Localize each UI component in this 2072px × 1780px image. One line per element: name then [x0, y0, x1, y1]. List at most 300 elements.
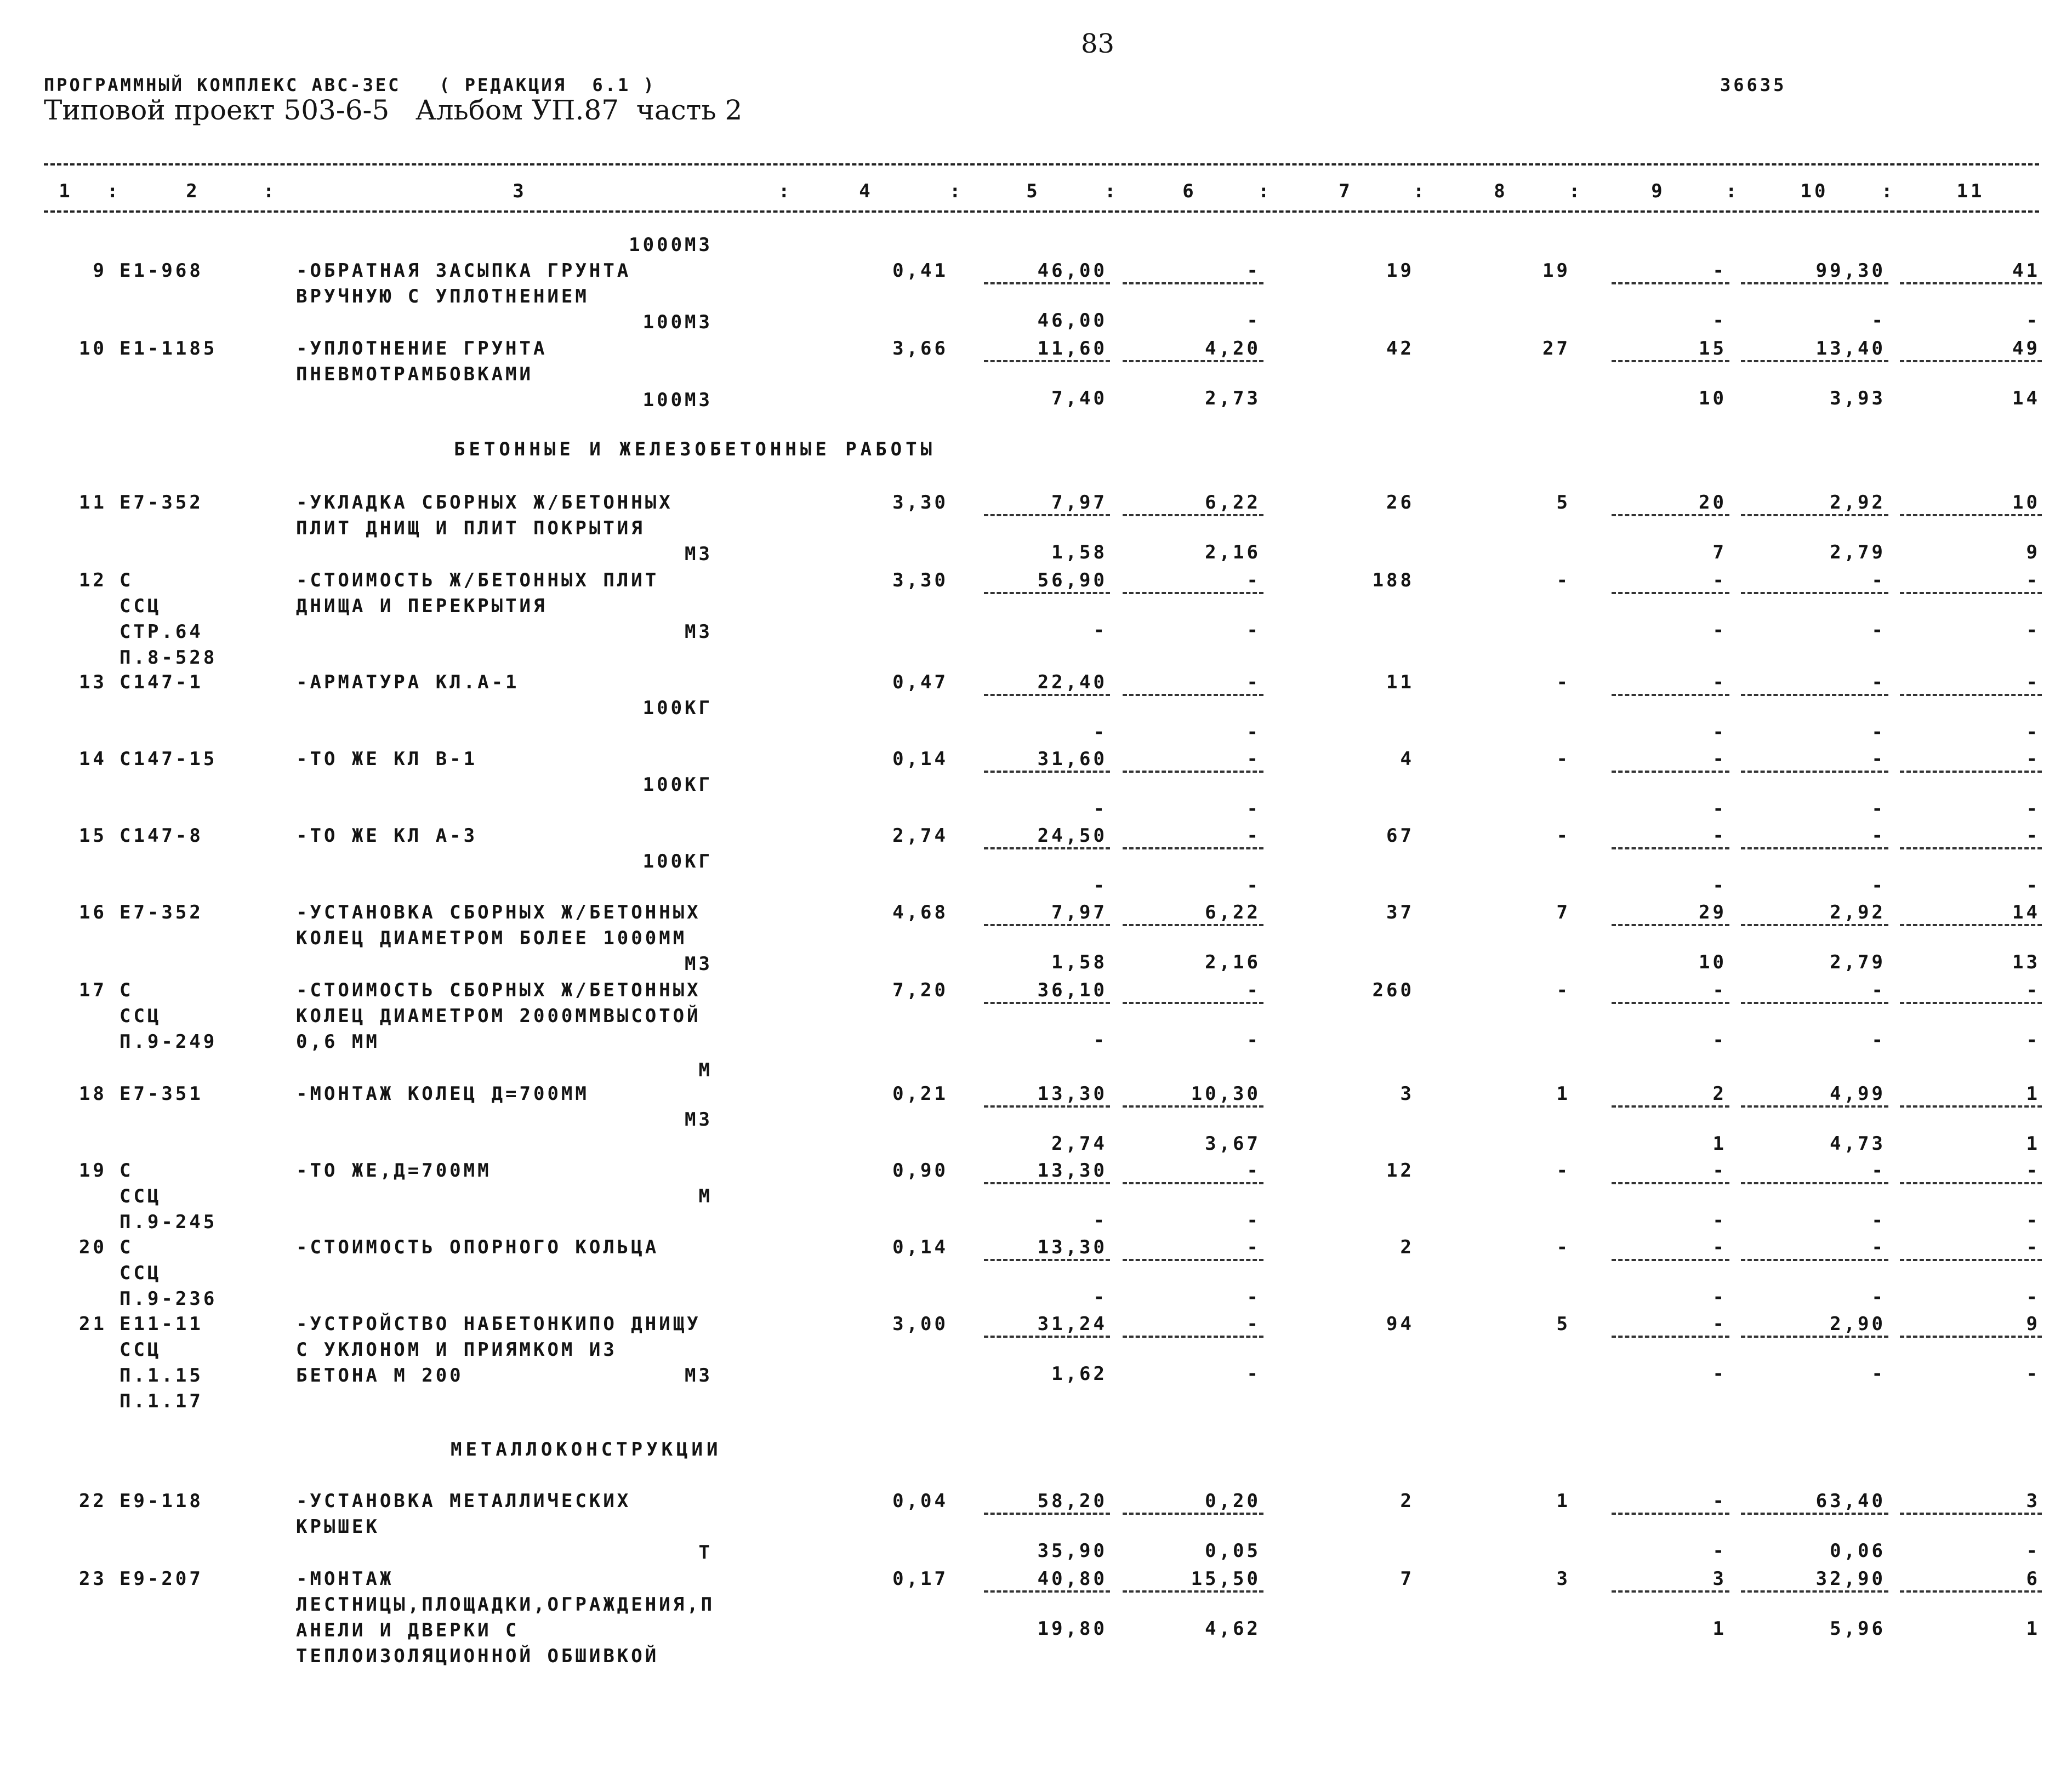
- machines-wages-total: -: [1712, 721, 1727, 743]
- machines-wages-total: 7: [1712, 541, 1727, 563]
- machines-wages-per-unit: -: [1246, 875, 1261, 897]
- cell-divider: [1612, 1336, 1729, 1338]
- work-description: -ТО ЖЕ КЛ А-3: [296, 825, 478, 847]
- wages-total: 27: [1542, 338, 1570, 360]
- quantity: 0,21: [892, 1083, 948, 1105]
- machinist-labor-total: 9: [2026, 541, 2040, 563]
- row-number: 16: [79, 902, 107, 923]
- work-description: -ТО ЖЕ,Д=700ММ: [296, 1160, 492, 1182]
- labor-cost: 2,92: [1830, 492, 1886, 514]
- machinist-labor-cost: -: [1871, 619, 1886, 641]
- wages-per-unit: -: [1093, 619, 1107, 641]
- cell-divider: [1900, 1513, 2042, 1515]
- machines-total: 3: [1712, 1568, 1727, 1590]
- norm-code: Е1-1185: [119, 338, 218, 360]
- section-title: БЕТОННЫЕ И ЖЕЛЕЗОБЕТОННЫЕ РАБОТЫ: [454, 438, 936, 460]
- total-cost: 42: [1386, 338, 1414, 360]
- wages-per-unit: 35,90: [1037, 1540, 1107, 1562]
- cell-divider: [984, 1513, 1110, 1515]
- norm-code: Е7-351: [119, 1083, 203, 1105]
- document-number: 36635: [1720, 75, 1787, 95]
- unit-of-measure: М: [698, 1059, 713, 1081]
- work-description: -ОБРАТНАЯ ЗАСЫПКА ГРУНТА: [296, 260, 631, 282]
- wages-per-unit: -: [1093, 798, 1107, 820]
- work-description: С УКЛОНОМ И ПРИЯМКОМ ИЗ: [296, 1339, 617, 1361]
- machinist-labor-cost: -: [1871, 1363, 1886, 1385]
- cell-divider: [1612, 1002, 1729, 1004]
- cell-divider: [1900, 1336, 2042, 1338]
- machinist-labor-total: 13: [2012, 951, 2040, 973]
- work-description: -СТОИМОСТЬ СБОРНЫХ Ж/БЕТОННЫХ: [296, 979, 701, 1001]
- machinist-labor-total: 1: [2026, 1133, 2040, 1155]
- cell-divider: [1741, 360, 1888, 362]
- labor-total: 41: [2012, 260, 2040, 282]
- cell-divider: [1123, 360, 1263, 362]
- machines-wages-per-unit: -: [1246, 310, 1261, 332]
- machines-wages-total: -: [1712, 1029, 1727, 1051]
- machines-total: -: [1712, 825, 1727, 847]
- labor-total: 1: [2026, 1083, 2040, 1105]
- labor-total: 14: [2012, 902, 2040, 923]
- norm-code: С: [119, 1160, 134, 1182]
- cell-divider: [1123, 282, 1263, 284]
- cell-divider: [1741, 282, 1888, 284]
- cell-divider: [1741, 1259, 1888, 1261]
- unit-cost-machines: -: [1246, 1160, 1261, 1182]
- work-description: -УСТАНОВКА МЕТАЛЛИЧЕСКИХ: [296, 1490, 631, 1512]
- cell-divider: [984, 592, 1110, 594]
- machines-wages-total: -: [1712, 1540, 1727, 1562]
- row-number: 15: [79, 825, 107, 847]
- column-number: 8: [1494, 180, 1508, 202]
- labor-cost: -: [1871, 569, 1886, 591]
- machines-wages-total: 1: [1712, 1133, 1727, 1155]
- quantity: 0,17: [892, 1568, 948, 1590]
- quantity: 3,30: [892, 492, 948, 514]
- machinist-labor-cost: 0,06: [1830, 1540, 1886, 1562]
- cell-divider: [1123, 514, 1263, 516]
- machinist-labor-total: -: [2026, 1029, 2040, 1051]
- machinist-labor-total: -: [2026, 1210, 2040, 1231]
- cell-divider: [1741, 592, 1888, 594]
- labor-cost: 4,99: [1830, 1083, 1886, 1105]
- wages-per-unit: 2,74: [1051, 1133, 1107, 1155]
- cell-divider: [1612, 360, 1729, 362]
- row-number: 19: [79, 1160, 107, 1182]
- column-separator: :: [1413, 180, 1427, 202]
- wages-total: 3: [1556, 1568, 1570, 1590]
- work-description: 0,6 ММ: [296, 1031, 380, 1053]
- machines-total: 20: [1699, 492, 1727, 514]
- cell-divider: [1741, 847, 1888, 849]
- norm-code: П.8-528: [119, 647, 218, 669]
- column-number: 3: [513, 180, 527, 202]
- machines-wages-total: -: [1712, 875, 1727, 897]
- machines-total: -: [1712, 1236, 1727, 1258]
- cell-divider: [1612, 924, 1729, 926]
- quantity: 0,04: [892, 1490, 948, 1512]
- labor-total: 49: [2012, 338, 2040, 360]
- machines-wages-per-unit: -: [1246, 619, 1261, 641]
- machinist-labor-total: 1: [2026, 1618, 2040, 1640]
- total-cost: 37: [1386, 902, 1414, 923]
- cell-divider: [1900, 1105, 2042, 1108]
- cell-divider: [1900, 924, 2042, 926]
- unit-of-measure: М3: [685, 543, 713, 565]
- machinist-labor-total: -: [2026, 721, 2040, 743]
- cell-divider: [1123, 847, 1263, 849]
- machines-total: 15: [1699, 338, 1727, 360]
- wages-per-unit: -: [1093, 875, 1107, 897]
- row-number: 11: [79, 492, 107, 514]
- cell-divider: [1612, 694, 1729, 696]
- wages-total: 5: [1556, 492, 1570, 514]
- total-cost: 26: [1386, 492, 1414, 514]
- machines-wages-total: 10: [1699, 951, 1727, 973]
- wages-total: -: [1556, 1160, 1570, 1182]
- quantity: 2,74: [892, 825, 948, 847]
- machines-wages-total: -: [1712, 1363, 1727, 1385]
- work-description: -СТОИМОСТЬ Ж/БЕТОННЫХ ПЛИТ: [296, 569, 659, 591]
- row-number: 9: [93, 260, 107, 282]
- wages-total: -: [1556, 671, 1570, 693]
- labor-cost: 99,30: [1815, 260, 1886, 282]
- column-separator: :: [1881, 180, 1895, 202]
- unit-cost-total: 13,30: [1037, 1236, 1107, 1258]
- unit-cost-machines: -: [1246, 748, 1261, 770]
- cell-divider: [1900, 282, 2042, 284]
- total-cost: 12: [1386, 1160, 1414, 1182]
- unit-cost-total: 7,97: [1051, 492, 1107, 514]
- machinist-labor-cost: 3,93: [1830, 387, 1886, 409]
- total-cost: 2: [1400, 1236, 1414, 1258]
- norm-code: С147-15: [119, 748, 218, 770]
- machinist-labor-total: -: [2026, 798, 2040, 820]
- work-description: БЕТОНА М 200: [296, 1365, 464, 1387]
- cell-divider: [1123, 1105, 1263, 1108]
- wages-total: 1: [1556, 1083, 1570, 1105]
- cell-divider: [1612, 1590, 1729, 1593]
- column-number: 7: [1339, 180, 1353, 202]
- quantity: 0,90: [892, 1160, 948, 1182]
- cell-divider: [1612, 1259, 1729, 1261]
- unit-cost-total: 13,30: [1037, 1083, 1107, 1105]
- cell-divider: [1900, 694, 2042, 696]
- labor-cost: -: [1871, 671, 1886, 693]
- work-description: -ТО ЖЕ КЛ В-1: [296, 748, 478, 770]
- cell-divider: [1900, 847, 2042, 849]
- machines-wages-total: 10: [1699, 387, 1727, 409]
- unit-of-measure: М3: [685, 621, 713, 643]
- norm-code: Е9-118: [119, 1490, 203, 1512]
- cell-divider: [1900, 514, 2042, 516]
- norm-code: П.9-236: [119, 1288, 218, 1310]
- unit-of-measure: М3: [685, 1365, 713, 1387]
- norm-code: С: [119, 979, 134, 1001]
- norm-code: Е11-11: [119, 1313, 203, 1335]
- norm-code: П.1.15: [119, 1365, 203, 1387]
- wages-total: -: [1556, 825, 1570, 847]
- total-cost: 4: [1400, 748, 1414, 770]
- machines-wages-total: -: [1712, 1210, 1727, 1231]
- column-number: 1: [59, 180, 73, 202]
- quantity: 0,14: [892, 748, 948, 770]
- unit-cost-machines: 6,22: [1205, 492, 1261, 514]
- machinist-labor-total: -: [2026, 1286, 2040, 1308]
- machinist-labor-cost: -: [1871, 1210, 1886, 1231]
- wages-per-unit: 19,80: [1037, 1618, 1107, 1640]
- total-cost: 3: [1400, 1083, 1414, 1105]
- cell-divider: [1900, 1002, 2042, 1004]
- labor-cost: 2,90: [1830, 1313, 1886, 1335]
- wages-per-unit: 1,58: [1051, 541, 1107, 563]
- cell-divider: [1741, 1002, 1888, 1004]
- work-description: -МОНТАЖ КОЛЕЦ Д=700ММ: [296, 1083, 589, 1105]
- unit-of-measure: 100КГ: [642, 697, 713, 719]
- labor-cost: 13,40: [1815, 338, 1886, 360]
- cell-divider: [1741, 1590, 1888, 1593]
- row-number: 10: [79, 338, 107, 360]
- work-description: ТЕПЛОИЗОЛЯЦИОННОЙ ОБШИВКОЙ: [296, 1645, 659, 1667]
- labor-cost: -: [1871, 979, 1886, 1001]
- labor-total: 10: [2012, 492, 2040, 514]
- wages-total: -: [1556, 748, 1570, 770]
- machines-wages-total: -: [1712, 1286, 1727, 1308]
- wages-per-unit: -: [1093, 1286, 1107, 1308]
- cell-divider: [1900, 1259, 2042, 1261]
- column-separator: :: [107, 180, 121, 202]
- unit-cost-machines: -: [1246, 1236, 1261, 1258]
- wages-per-unit: 46,00: [1037, 310, 1107, 332]
- machines-wages-per-unit: 3,67: [1205, 1133, 1261, 1155]
- header-rule-top: [44, 163, 2039, 166]
- unit-cost-machines: -: [1246, 1313, 1261, 1335]
- unit-cost-total: 46,00: [1037, 260, 1107, 282]
- cell-divider: [1123, 1259, 1263, 1261]
- labor-total: -: [2026, 1236, 2040, 1258]
- quantity: 7,20: [892, 979, 948, 1001]
- work-description: КОЛЕЦ ДИАМЕТРОМ 2000ММВЫСОТОЙ: [296, 1005, 701, 1027]
- cell-divider: [1612, 514, 1729, 516]
- quantity: 0,41: [892, 260, 948, 282]
- labor-total: -: [2026, 825, 2040, 847]
- section-title: МЕТАЛЛОКОНСТРУКЦИИ: [451, 1439, 722, 1460]
- machines-total: -: [1712, 671, 1727, 693]
- unit-cost-machines: 6,22: [1205, 902, 1261, 923]
- wages-per-unit: -: [1093, 721, 1107, 743]
- labor-total: 9: [2026, 1313, 2040, 1335]
- total-cost: 94: [1386, 1313, 1414, 1335]
- unit-cost-total: 40,80: [1037, 1568, 1107, 1590]
- unit-cost-total: 58,20: [1037, 1490, 1107, 1512]
- project-title: Типовой проект 503-6-5 Альбом УП.87 часть 2: [44, 94, 743, 126]
- wages-total: 7: [1556, 902, 1570, 923]
- labor-cost: 63,40: [1815, 1490, 1886, 1512]
- norm-code: Е1-968: [119, 260, 203, 282]
- unit-cost-machines: -: [1246, 671, 1261, 693]
- machinist-labor-total: -: [2026, 1540, 2040, 1562]
- wages-per-unit: 7,40: [1051, 387, 1107, 409]
- total-cost: 2: [1400, 1490, 1414, 1512]
- norm-code: ССЦ: [119, 1005, 162, 1027]
- machines-wages-total: -: [1712, 310, 1727, 332]
- machines-total: -: [1712, 1490, 1727, 1512]
- work-description: КОЛЕЦ ДИАМЕТРОМ БОЛЕЕ 1000ММ: [296, 927, 687, 949]
- unit-cost-machines: -: [1246, 569, 1261, 591]
- labor-cost: 2,92: [1830, 902, 1886, 923]
- wages-per-unit: 1,58: [1051, 951, 1107, 973]
- cell-divider: [1123, 1590, 1263, 1593]
- cell-divider: [984, 694, 1110, 696]
- row-number: 14: [79, 748, 107, 770]
- column-separator: :: [263, 180, 277, 202]
- cell-divider: [1612, 1182, 1729, 1184]
- cell-divider: [984, 1182, 1110, 1184]
- unit-cost-machines: 0,20: [1205, 1490, 1261, 1512]
- work-description: -УСТРОЙСТВО НАБЕТОНКИПО ДНИЩУ: [296, 1313, 701, 1335]
- labor-total: -: [2026, 748, 2040, 770]
- machinist-labor-cost: -: [1871, 798, 1886, 820]
- column-separator: :: [949, 180, 964, 202]
- unit-cost-total: 11,60: [1037, 338, 1107, 360]
- row-number: 22: [79, 1490, 107, 1512]
- machinist-labor-cost: -: [1871, 310, 1886, 332]
- cell-divider: [984, 1105, 1110, 1108]
- unit-of-measure: 100КГ: [642, 851, 713, 872]
- program-header: ПРОГРАММНЫЙ КОМПЛЕКС АВС-3ЕС ( РЕДАКЦИЯ 6.1 ): [44, 75, 656, 95]
- unit-of-measure: М3: [685, 953, 713, 975]
- unit-of-measure: М3: [685, 1109, 713, 1131]
- norm-code: С: [119, 1236, 134, 1258]
- machinist-labor-total: -: [2026, 875, 2040, 897]
- unit-cost-total: 56,90: [1037, 569, 1107, 591]
- work-description: АНЕЛИ И ДВЕРКИ С: [296, 1619, 520, 1641]
- machines-wages-total: -: [1712, 619, 1727, 641]
- total-cost: 260: [1372, 979, 1414, 1001]
- total-cost: 67: [1386, 825, 1414, 847]
- machinist-labor-cost: -: [1871, 721, 1886, 743]
- cell-divider: [984, 1259, 1110, 1261]
- machines-wages-per-unit: 4,62: [1205, 1618, 1261, 1640]
- quantity: 0,47: [892, 671, 948, 693]
- machinist-labor-cost: 2,79: [1830, 951, 1886, 973]
- column-separator: :: [1726, 180, 1740, 202]
- norm-code: Е9-207: [119, 1568, 203, 1590]
- labor-total: -: [2026, 979, 2040, 1001]
- labor-total: 3: [2026, 1490, 2040, 1512]
- header-rule-bottom: [44, 210, 2039, 213]
- machinist-labor-total: -: [2026, 1363, 2040, 1385]
- wages-total: 1: [1556, 1490, 1570, 1512]
- cell-divider: [984, 771, 1110, 773]
- cell-divider: [1741, 694, 1888, 696]
- cell-divider: [1900, 592, 2042, 594]
- cell-divider: [1123, 694, 1263, 696]
- work-description: ПЛИТ ДНИЩ И ПЛИТ ПОКРЫТИЯ: [296, 517, 645, 539]
- unit-cost-machines: -: [1246, 825, 1261, 847]
- column-number: 6: [1182, 180, 1197, 202]
- total-cost: 11: [1386, 671, 1414, 693]
- unit-of-measure: Т: [698, 1542, 713, 1564]
- unit-cost-total: 31,60: [1037, 748, 1107, 770]
- cell-divider: [1612, 847, 1729, 849]
- norm-code: С: [119, 569, 134, 591]
- labor-total: -: [2026, 671, 2040, 693]
- machinist-labor-total: -: [2026, 310, 2040, 332]
- unit-cost-machines: 4,20: [1205, 338, 1261, 360]
- cell-divider: [984, 1590, 1110, 1593]
- cell-divider: [1741, 1513, 1888, 1515]
- quantity: 4,68: [892, 902, 948, 923]
- unit-cost-total: 7,97: [1051, 902, 1107, 923]
- machinist-labor-total: 14: [2012, 387, 2040, 409]
- machines-wages-per-unit: 2,16: [1205, 541, 1261, 563]
- machines-wages-per-unit: -: [1246, 1210, 1261, 1231]
- machines-wages-per-unit: -: [1246, 1029, 1261, 1051]
- cell-divider: [984, 924, 1110, 926]
- work-description: -СТОИМОСТЬ ОПОРНОГО КОЛЬЦА: [296, 1236, 659, 1258]
- unit-cost-machines: -: [1246, 979, 1261, 1001]
- norm-code: П.9-249: [119, 1031, 218, 1053]
- wages-total: -: [1556, 569, 1570, 591]
- machinist-labor-cost: 5,96: [1830, 1618, 1886, 1640]
- cell-divider: [1612, 592, 1729, 594]
- row-number: 18: [79, 1083, 107, 1105]
- cell-divider: [1741, 514, 1888, 516]
- quantity: 3,00: [892, 1313, 948, 1335]
- cell-divider: [1741, 1336, 1888, 1338]
- labor-total: 6: [2026, 1568, 2040, 1590]
- machines-total: -: [1712, 1160, 1727, 1182]
- work-description: КРЫШЕК: [296, 1516, 380, 1538]
- column-separator: :: [778, 180, 793, 202]
- column-number: 10: [1800, 180, 1829, 202]
- column-number: 5: [1026, 180, 1040, 202]
- cell-divider: [1900, 1182, 2042, 1184]
- machines-total: -: [1712, 748, 1727, 770]
- cell-divider: [1123, 592, 1263, 594]
- quantity: 0,14: [892, 1236, 948, 1258]
- work-description: ДНИЩА И ПЕРЕКРЫТИЯ: [296, 595, 548, 617]
- cell-divider: [984, 360, 1110, 362]
- column-separator: :: [1258, 180, 1272, 202]
- cell-divider: [1612, 1513, 1729, 1515]
- cell-divider: [984, 847, 1110, 849]
- machines-total: -: [1712, 569, 1727, 591]
- column-number: 2: [186, 180, 200, 202]
- cell-divider: [1612, 1105, 1729, 1108]
- cell-divider: [1123, 924, 1263, 926]
- norm-code: Е7-352: [119, 902, 203, 923]
- unit-cost-total: 22,40: [1037, 671, 1107, 693]
- cell-divider: [1741, 924, 1888, 926]
- labor-cost: -: [1871, 1236, 1886, 1258]
- column-number: 9: [1651, 180, 1665, 202]
- cell-divider: [984, 1002, 1110, 1004]
- labor-cost: -: [1871, 748, 1886, 770]
- work-description: -МОНТАЖ: [296, 1568, 394, 1590]
- machinist-labor-cost: -: [1871, 1286, 1886, 1308]
- machines-total: -: [1712, 979, 1727, 1001]
- work-description: ПНЕВМОТРАМБОВКАМИ: [296, 363, 533, 385]
- machines-total: -: [1712, 1313, 1727, 1335]
- norm-code: ССЦ: [119, 1262, 162, 1284]
- wages-total: 5: [1556, 1313, 1570, 1335]
- cell-divider: [984, 1336, 1110, 1338]
- norm-code: ССЦ: [119, 1339, 162, 1361]
- page-number: 83: [1081, 28, 1115, 59]
- unit-of-measure: 100М3: [642, 389, 713, 411]
